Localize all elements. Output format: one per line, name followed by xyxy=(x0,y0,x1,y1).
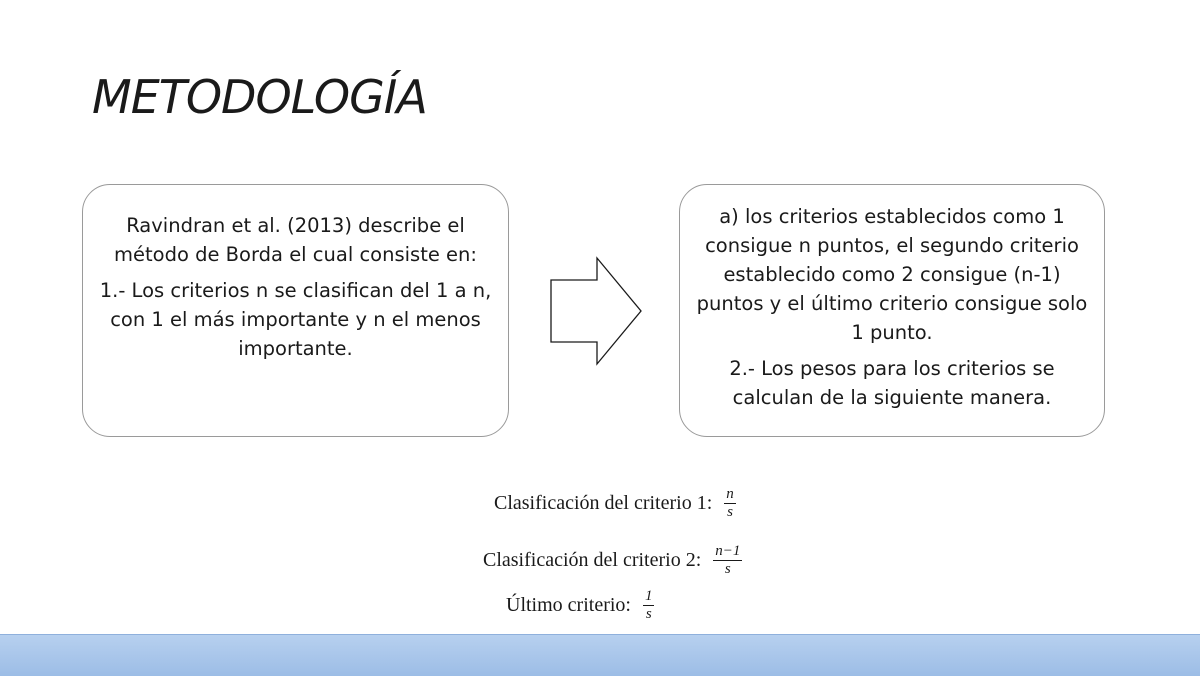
fraction xyxy=(713,543,742,578)
footer-bar xyxy=(0,634,1200,676)
right-arrow-icon xyxy=(549,256,645,366)
fraction-numerator: n−1 xyxy=(715,543,741,559)
formula-label: Último criterio: xyxy=(506,594,631,616)
formula-last-criterion xyxy=(506,588,654,623)
formula-criterion-1 xyxy=(494,486,736,521)
fraction xyxy=(724,486,736,521)
right-box-paragraph-1: a) los criterios establecidos como 1 consigue n puntos, el segundo criterio establecido como 2 consigue (n-1) puntos y el último criterio consigue solo 1 punto. xyxy=(696,205,1088,344)
formula-criterion-2 xyxy=(483,543,742,578)
fraction-denominator: s xyxy=(727,504,733,520)
fraction-numerator: 1 xyxy=(644,588,653,604)
formula-label: Clasificación del criterio 2: xyxy=(483,549,702,571)
fraction-numerator: n xyxy=(726,486,734,502)
fraction-denominator: s xyxy=(645,606,652,622)
left-box-paragraph-2: 1.- Los criterios n se clasifican del 1 a n, con 1 el más importante y n el menos importante. xyxy=(99,279,492,360)
fraction xyxy=(643,588,655,623)
left-text-box xyxy=(82,184,509,437)
left-box-paragraph-1: Ravindran et al. (2013) describe el método de Borda el cual consiste en: xyxy=(114,214,477,266)
formula-label: Clasificación del criterio 1: xyxy=(494,492,713,514)
right-text-box xyxy=(679,184,1105,437)
right-box-paragraph-2: 2.- Los pesos para los criterios se calculan de la siguiente manera. xyxy=(729,357,1055,409)
slide-title: METODOLOGÍA xyxy=(92,70,427,124)
fraction-denominator: s xyxy=(724,561,731,577)
